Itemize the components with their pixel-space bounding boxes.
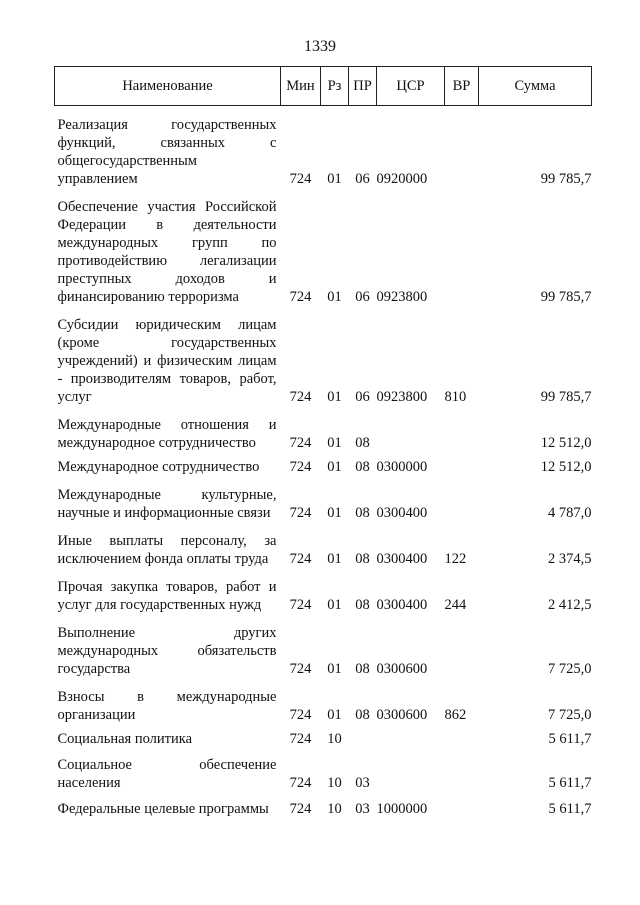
row-name: Субсидии юридическим лицам (кроме государственных учреждений) и физическим лицам - производителям товаров, работ, услуг — [57, 317, 277, 405]
row-sum: 99 785,7 — [540, 289, 592, 305]
table-row — [55, 452, 592, 476]
table-row — [55, 568, 592, 614]
row-rz: 10 — [327, 801, 342, 817]
row-pr: 06 — [355, 289, 370, 305]
row-min: 724 — [289, 551, 312, 567]
table-row — [55, 106, 592, 189]
row-rz: 01 — [327, 661, 342, 677]
header-pr: ПР — [349, 67, 377, 106]
row-sum: 4 787,0 — [548, 505, 592, 521]
row-sum: 5 611,7 — [548, 731, 592, 747]
row-rz: 01 — [327, 707, 342, 723]
row-csr: 0300400 — [376, 505, 428, 521]
row-vr — [445, 106, 479, 189]
header-name: Наименование — [55, 67, 281, 106]
row-csr: 0923800 — [376, 289, 428, 305]
row-pr: 08 — [355, 459, 370, 475]
row-vr — [445, 614, 479, 678]
row-name: Международное сотрудничество — [57, 459, 260, 475]
row-rz: 01 — [327, 389, 342, 405]
row-sum: 12 512,0 — [540, 435, 592, 451]
row-vr: 862 — [444, 707, 467, 723]
row-pr: 03 — [355, 775, 370, 791]
row-csr — [377, 406, 445, 452]
row-name: Прочая закупка товаров, работ и услуг для государственных нужд — [57, 579, 277, 613]
row-vr: 244 — [444, 597, 467, 613]
table-row — [55, 614, 592, 678]
row-rz: 01 — [327, 435, 342, 451]
row-min: 724 — [289, 505, 312, 521]
row-rz: 01 — [327, 505, 342, 521]
row-name: Обеспечение участия Российской Федерации в деятельности международных групп по противодействию легализации преступных доходов и финансированию терроризма — [57, 199, 277, 305]
row-rz: 01 — [327, 289, 342, 305]
row-csr — [377, 724, 445, 748]
row-csr: 0300600 — [376, 707, 428, 723]
row-vr — [445, 724, 479, 748]
row-sum: 7 725,0 — [548, 661, 592, 677]
page-number: 1339 — [304, 38, 336, 55]
row-name: Международные отношения и международное сотрудничество — [57, 417, 277, 451]
table-row — [55, 306, 592, 406]
table-row — [55, 476, 592, 522]
row-csr: 0300600 — [376, 661, 428, 677]
row-sum: 7 725,0 — [548, 707, 592, 723]
row-vr — [445, 406, 479, 452]
table-row — [55, 724, 592, 748]
row-min: 724 — [289, 435, 312, 451]
row-name: Иные выплаты персоналу, за исключением фонда оплаты труда — [57, 533, 277, 567]
row-rz: 01 — [327, 459, 342, 475]
table-row — [55, 188, 592, 306]
row-csr: 0920000 — [376, 171, 428, 187]
row-vr: 810 — [444, 389, 467, 405]
row-sum: 2 412,5 — [548, 597, 592, 613]
row-pr: 08 — [355, 707, 370, 723]
row-pr: 08 — [355, 505, 370, 521]
row-pr: 08 — [355, 661, 370, 677]
row-csr: 0300400 — [376, 551, 428, 567]
row-sum: 99 785,7 — [540, 389, 592, 405]
row-pr: 08 — [355, 551, 370, 567]
header-csr: ЦСР — [377, 67, 445, 106]
row-rz: 01 — [327, 597, 342, 613]
row-rz: 10 — [327, 775, 342, 791]
row-csr: 0923800 — [376, 389, 428, 405]
row-min: 724 — [289, 389, 312, 405]
row-vr — [445, 188, 479, 306]
row-pr: 08 — [355, 435, 370, 451]
row-min: 724 — [289, 801, 312, 817]
row-pr — [349, 724, 377, 748]
row-min: 724 — [289, 289, 312, 305]
row-vr: 122 — [444, 551, 467, 567]
row-min: 724 — [289, 597, 312, 613]
row-vr — [445, 792, 479, 818]
row-csr: 0300000 — [376, 459, 428, 475]
table-header-row — [55, 67, 592, 106]
row-pr: 03 — [355, 801, 370, 817]
table-row — [55, 792, 592, 818]
row-min: 724 — [289, 707, 312, 723]
row-min: 724 — [289, 731, 312, 747]
row-pr: 06 — [355, 171, 370, 187]
row-name: Международные культурные, научные и информационные связи — [57, 487, 277, 521]
row-sum: 5 611,7 — [548, 801, 592, 817]
row-sum: 99 785,7 — [540, 171, 592, 187]
row-min: 724 — [289, 459, 312, 475]
row-sum: 2 374,5 — [548, 551, 592, 567]
row-csr — [377, 748, 445, 792]
table-row — [55, 522, 592, 568]
budget-table — [54, 66, 592, 818]
row-name: Выполнение других международных обязательств государства — [57, 625, 277, 677]
row-name: Взносы в международные организации — [57, 689, 277, 723]
row-rz: 01 — [327, 171, 342, 187]
row-rz: 01 — [327, 551, 342, 567]
row-vr — [445, 476, 479, 522]
table-row — [55, 406, 592, 452]
row-csr: 0300400 — [376, 597, 428, 613]
row-sum: 5 611,7 — [548, 775, 592, 791]
table-row — [55, 748, 592, 792]
row-rz: 10 — [327, 731, 342, 747]
row-min: 724 — [289, 171, 312, 187]
header-min: Мин — [281, 67, 321, 106]
header-sum: Сумма — [479, 67, 592, 106]
row-vr — [445, 452, 479, 476]
row-sum: 12 512,0 — [540, 459, 592, 475]
row-min: 724 — [289, 661, 312, 677]
row-pr: 06 — [355, 389, 370, 405]
row-name: Социальная политика — [57, 731, 193, 747]
row-name: Социальное обеспечение населения — [57, 757, 277, 791]
table-row — [55, 678, 592, 724]
row-csr: 1000000 — [376, 801, 428, 817]
header-rz: Рз — [321, 67, 349, 106]
row-min: 724 — [289, 775, 312, 791]
row-pr: 08 — [355, 597, 370, 613]
row-name: Реализация государственных функций, связанных с общегосударственным управлением — [57, 117, 277, 187]
row-name: Федеральные целевые программы — [57, 801, 269, 817]
row-vr — [445, 748, 479, 792]
header-vr: ВР — [445, 67, 479, 106]
